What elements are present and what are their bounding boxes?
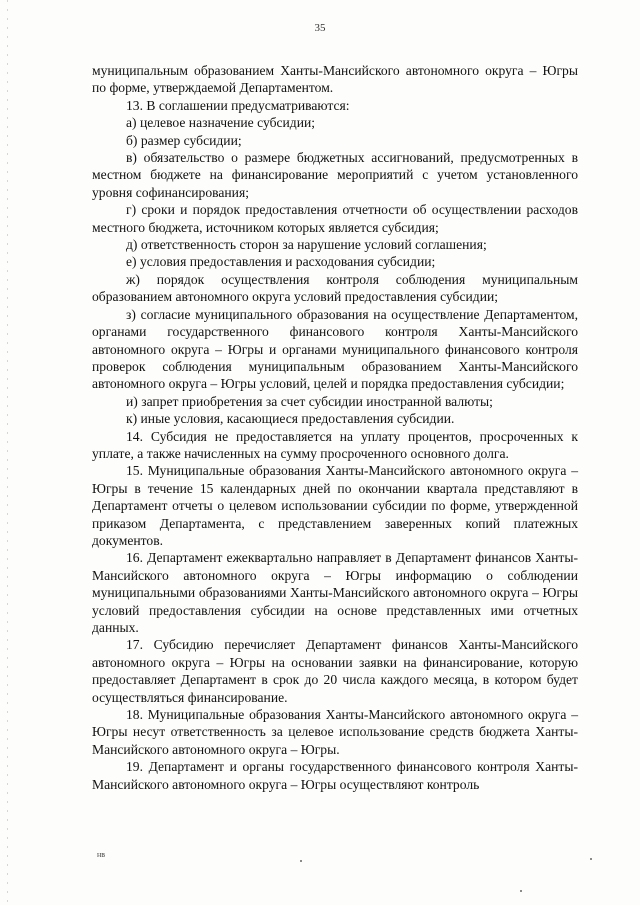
page-number: 35 xyxy=(314,22,326,34)
paragraph: 15. Муниципальные образования Ханты-Мансийского автономного округа – Югры в течение 15 календарных дней по окончании квартала представляют в Департамент отчеты о целевом использовании субсидии по форме, утвержденной приказом Департамента, с представлением заверенных копий платежных документов. xyxy=(92,463,578,548)
paragraph: 16. Департамент ежеквартально направляет в Департамент финансов Ханты-Мансийского автономного округа – Югры информацию о соблюдении муниципальными образованиями Ханты-Мансийского автономного округа – Югры условий предоставления субсидии на основе представленных ими отчетных данных. xyxy=(92,550,578,635)
paragraph: ж) порядок осуществления контроля соблюдения муниципальным образованием автономного округа условий предоставления субсидии; xyxy=(92,271,578,305)
paragraph: муниципальным образованием Ханты-Мансийского автономного округа – Югры по форме, утверждаемой Департаментом. xyxy=(92,63,578,96)
paragraph: 13. В соглашении предусматриваются: xyxy=(126,97,350,113)
paragraph: 17. Субсидию перечисляет Департамент финансов Ханты-Мансийского автономного округа – Югры на основании заявки на финансирование, которую предоставляет Департамент в срок до 20 числа каждого месяца, в котором будет осуществляться финансирование. xyxy=(92,637,578,705)
paragraph: 14. Субсидия не предоставляется на уплату процентов, просроченных к уплате, а также начисленных на сумму просроченного основного долга. xyxy=(92,428,578,461)
paragraph: 18. Муниципальные образования Ханты-Мансийского автономного округа – Югры несут ответственность за целевое использование средств бюджета Ханты-Мансийского автономного округа – Югры. xyxy=(92,707,578,757)
paragraph: а) целевое назначение субсидии; xyxy=(126,115,316,131)
scan-speck xyxy=(590,858,592,860)
paragraph: г) сроки и порядок предоставления отчетности об осуществлении расходов местного бюджета, источником которых является субсидия; xyxy=(92,202,578,235)
scan-speck xyxy=(300,860,302,862)
footer-initials: нв xyxy=(97,850,106,859)
document-body xyxy=(92,62,578,793)
paragraph: з) согласие муниципального образования на осуществление Департаментом, органами государственного финансового контроля Ханты-Мансийского автономного округа – Югры и органами муниципального финансового контроля проверок соблюдения муниципальным образованием Ханты-Мансийского автономного округа – Югры условий, целей и порядка предоставления субсидии; xyxy=(92,306,578,392)
paragraph: к) иные условия, касающиеся предоставления субсидии. xyxy=(126,411,455,427)
paragraph: 19. Департамент и органы государственного финансового контроля Ханты-Мансийского автономного округа – Югры осуществляют контроль xyxy=(92,759,578,792)
scan-edge-artifact xyxy=(7,0,8,905)
paragraph: д) ответственность сторон за нарушение условий соглашения; xyxy=(126,237,487,253)
scan-speck xyxy=(520,890,522,892)
paragraph: и) запрет приобретения за счет субсидии иностранной валюты; xyxy=(126,393,493,409)
paragraph: е) условия предоставления и расходования субсидии; xyxy=(126,254,436,270)
paragraph: б) размер субсидии; xyxy=(126,132,242,148)
paragraph: в) обязательство о размере бюджетных ассигнований, предусмотренных в местном бюджете на финансирование мероприятий с учетом установленного уровня софинансирования; xyxy=(92,150,578,200)
